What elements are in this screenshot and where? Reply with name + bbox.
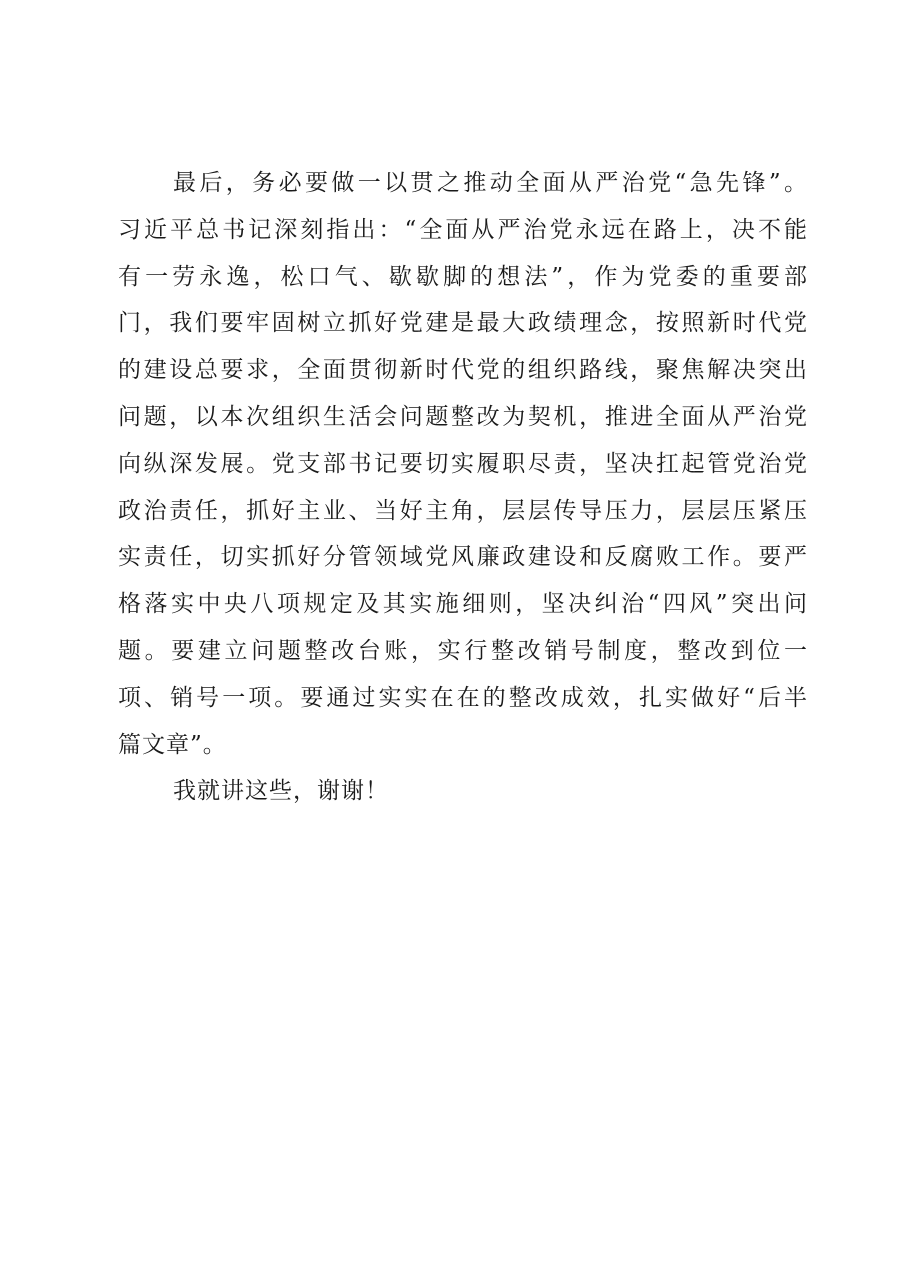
paragraph-line: 格落实中央八项规定及其实施细则，坚决纠治“四风”突出问 <box>118 591 808 618</box>
paragraph-line: 向纵深发展。党支部书记要切实履职尽责，坚决扛起管党治党 <box>118 450 808 477</box>
body-text <box>118 160 808 815</box>
paragraph-line: 题。要建立问题整改台账，实行整改销号制度，整改到位一 <box>118 637 808 664</box>
paragraph-line: 最后，务必要做一以贯之推动全面从严治党“急先锋”。 <box>173 170 808 196</box>
paragraph-line: 政治责任，抓好主业、当好主角，层层传导压力，层层压紧压 <box>118 497 808 524</box>
closing-line: 我就讲这些，谢谢！ <box>173 778 389 805</box>
paragraph-line: 问题，以本次组织生活会问题整改为契机，推进全面从严治党 <box>118 403 808 430</box>
paragraph-line: 习近平总书记深刻指出：“全面从严治党永远在路上，决不能 <box>118 216 808 243</box>
paragraph-line: 项、销号一项。要通过实实在在的整改成效，扎实做好“后半 <box>118 684 808 711</box>
paragraph-line: 篇文章”。 <box>118 731 227 758</box>
paragraph-line: 有一劳永逸，松口气、歇歇脚的想法”，作为党委的重要部 <box>118 263 808 290</box>
paragraph-line: 的建设总要求，全面贯彻新时代党的组织路线，聚焦解决突出 <box>118 357 808 384</box>
paragraph-line: 门，我们要牢固树立抓好党建是最大政绩理念，按照新时代党 <box>118 310 808 337</box>
paragraph-line: 实责任，切实抓好分管领域党风廉政建设和反腐败工作。要严 <box>118 544 808 571</box>
